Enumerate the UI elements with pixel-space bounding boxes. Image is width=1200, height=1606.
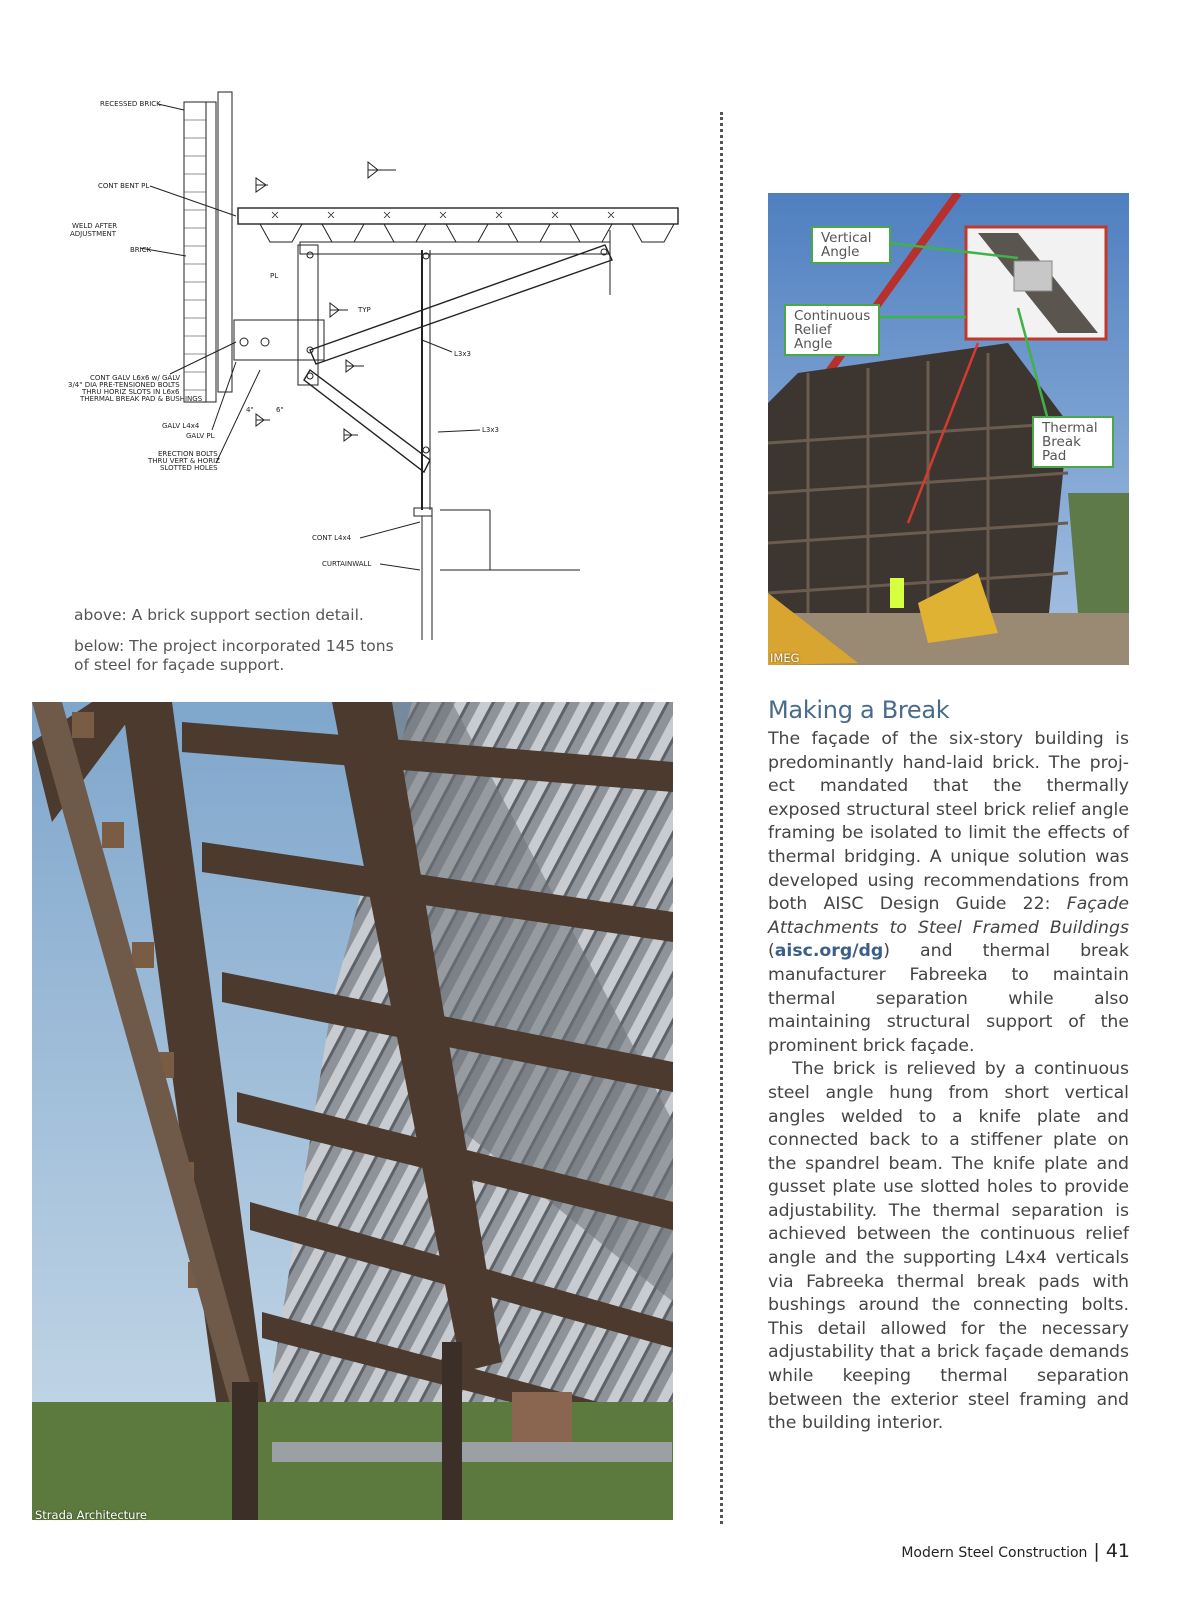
label-typ: TYP [358, 306, 371, 314]
callout-vertical-angle: Vertical Angle [811, 226, 891, 264]
label-curtainwall: CURTAINWALL [322, 560, 372, 568]
label-galv-pl: GALV PL [186, 432, 215, 440]
label-cont-l4x4: CONT L4x4 [312, 534, 352, 542]
callout-continuous-relief-angle: Continuous Relief Angle [784, 304, 880, 356]
label-pl: PL [270, 272, 279, 280]
label-erection-2: THRU VERT & HORIZ [148, 457, 220, 465]
article-body [768, 728, 1129, 1436]
label-brick: BRICK [130, 246, 152, 254]
label-cont-bent-pl: CONT BENT PL [98, 182, 150, 190]
label-galv-4: THERMAL BREAK PAD & BUSHINGS [80, 395, 203, 403]
caption-above: above: A brick support section detail. [74, 606, 364, 624]
page-number: 41 [1105, 1540, 1130, 1562]
label-galv-3: THRU HORIZ SLOTS IN L6x6 [82, 388, 180, 396]
label-recessed-brick: RECESSED BRICK [100, 100, 161, 108]
label-galv-l4x4: GALV L4x4 [162, 422, 200, 430]
paragraph-1 [768, 728, 1129, 1058]
paragraph-2: The brick is relieved by a continuous steel angle hung from short vertical angles welded to a knife plate and connected back to a stiffener plate on the spandrel beam. The knife plate and gusset plate use slotted holes to provide adjustability. The thermal separation is achieved between the continuous relief angle and the supporting L4x4 verticals via Fabreeka thermal break pads with bushings around the connecting bolts. This detail allowed for the necessary adjustability that a brick façade demands while keeping thermal separation between the exterior steel framing and the building interior. [768, 1059, 1129, 1434]
label-erection-3: SLOTTED HOLES [160, 464, 218, 472]
label-dim-6: 6" [276, 406, 284, 414]
section-detail-drawing [60, 80, 700, 660]
paragraph-1-paren: ( [768, 941, 775, 962]
paragraph-1-text: The façade of the six-story building is predominantly hand-laid brick. The project mandated that the thermally exposed structural steel brick relief angle framing be isolated to limit the effects of thermal bridging. A unique solution was developed using recommendations from both AISC Design Guide 22: [768, 729, 1129, 915]
caption-below: below: The project incorporated 145 tons of steel for façade support. [74, 637, 394, 674]
aisc-dg-link[interactable]: aisc.org/dg [774, 941, 884, 962]
design-guide-title: Façade Attachments to Steel Framed Buildings [768, 894, 1129, 938]
publication-name: Modern Steel Construction [901, 1545, 1088, 1561]
paragraph-1-text-end: ) and thermal break manufacturer Fabreeka to maintain thermal separation while also maintaining structural support of the prominent brick façade. [768, 941, 1129, 1056]
label-galv-2: 3/4" DIA PRE-TENSIONED BOLTS [68, 381, 180, 389]
photo-credit-strada: Strada Architecture [35, 1508, 147, 1522]
label-l3x3-lower: L3x3 [482, 426, 499, 434]
label-l3x3-upper: L3x3 [454, 350, 471, 358]
label-adjustment: ADJUSTMENT [70, 230, 117, 238]
footer-separator: | [1093, 1540, 1100, 1562]
label-galv-1: CONT GALV L6x6 w/ GALV [90, 374, 181, 382]
label-erection-1: ERECTION BOLTS [158, 450, 218, 458]
label-dim-4: 4" [246, 406, 254, 414]
steel-underside-photo [32, 702, 673, 1520]
label-weld-after: WELD AFTER [72, 222, 118, 230]
photo-credit-imeg: IMEG [770, 651, 800, 665]
column-divider [720, 112, 723, 1524]
callout-thermal-break-pad: Thermal Break Pad [1032, 416, 1114, 468]
section-heading: Making a Break [768, 696, 950, 724]
page-footer [901, 1540, 1130, 1562]
